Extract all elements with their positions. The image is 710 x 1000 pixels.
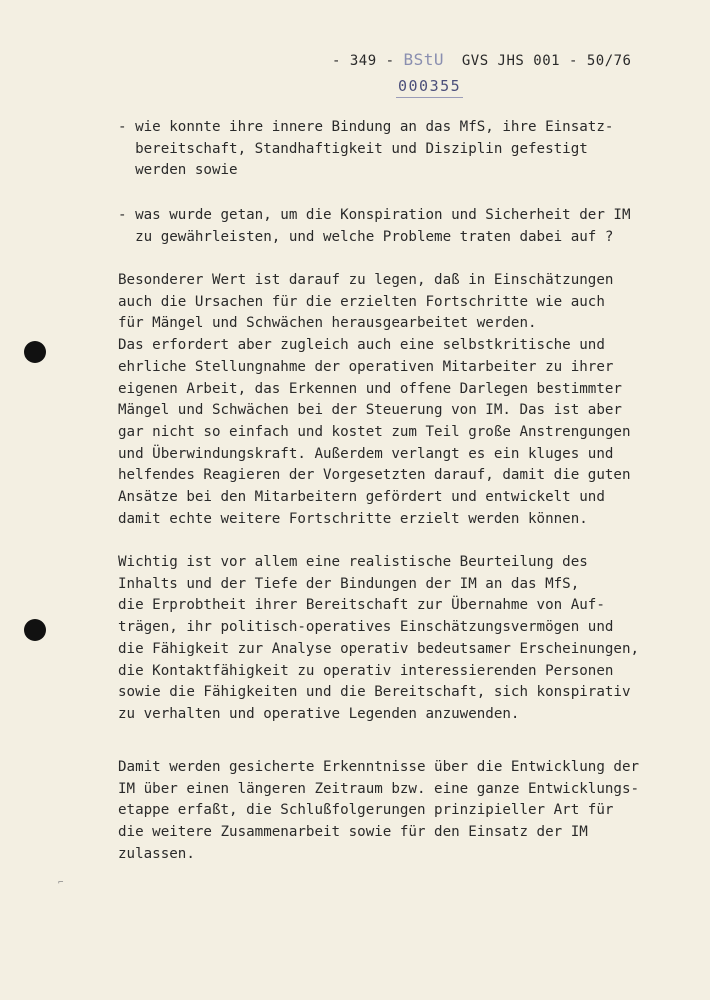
paragraph-3: Damit werden gesicherte Erkenntnisse über die Entwicklung der IM über einen längeren Zeitraum bzw. eine ganze Entwicklungs- etappe erfaßt, die Schlußfolgerungen prinzipieller Art für die weitere Zusammenarbeit sowie für den Einsatz der IM zulassen.: [118, 759, 640, 862]
punch-hole-top: [24, 341, 46, 363]
page-header: [332, 50, 632, 69]
bstu-stamp: BStU: [403, 50, 444, 69]
bullet-item-1: - wie konnte ihre innere Bindung an das MfS, ihre Einsatz- bereitschaft, Standhaftigkeit und Disziplin gefestigt werden sowie: [118, 119, 614, 179]
page-number: - 349 -: [332, 53, 395, 69]
document-reference: GVS JHS 001 - 50/76: [461, 53, 632, 69]
paragraph-2: Wichtig ist vor allem eine realistische Beurteilung des Inhalts und der Tiefe der Bindungen der IM an das MfS, die Erprobtheit ihrer Bereitschaft zur Übernahme von Auf- trägen, ihr politisch-operatives Einschätzungsvermögen und die Fähigkeit zur Analyse operativ bedeutsamer Erscheinungen, die Kontaktfähigkeit zu operativ interessierenden Personen sowie die Fähigkeiten und die Bereitschaft, sich konspirativ zu verhalten und operative Legenden anzuwenden.: [118, 554, 640, 722]
bullet-item-2: - was wurde getan, um die Konspiration und Sicherheit der IM zu gewährleisten, und welche Probleme traten dabei auf ?: [118, 207, 631, 245]
paragraph-1: Besonderer Wert ist darauf zu legen, daß in Einschätzungen auch die Ursachen für die erzielten Fortschritte wie auch für Mängel und Schwächen herausgearbeitet werden. Das erfordert aber zugleich auch eine selbstkritische und ehrliche Stellungnahme der operativen Mitarbeiter zu ihrer eigenen Arbeit, das Erkennen und offene Darlegen bestimmter Mängel und Schwächen bei der Steuerung von IM. Das ist aber gar nicht so einfach und kostet zum Teil große Anstrengungen und Überwindungskraft. Außerdem verlangt es ein kluges und helfendes Reagieren der Vorgesetzten darauf, damit die guten Ansätze bei den Mitarbeitern gefördert und entwickelt und damit echte weitere Fortschritte erzielt werden können.: [118, 272, 631, 527]
archive-number-stamp: 000355: [398, 77, 462, 95]
punch-hole-bottom: [24, 619, 46, 641]
margin-mark: ⌐: [58, 878, 64, 888]
